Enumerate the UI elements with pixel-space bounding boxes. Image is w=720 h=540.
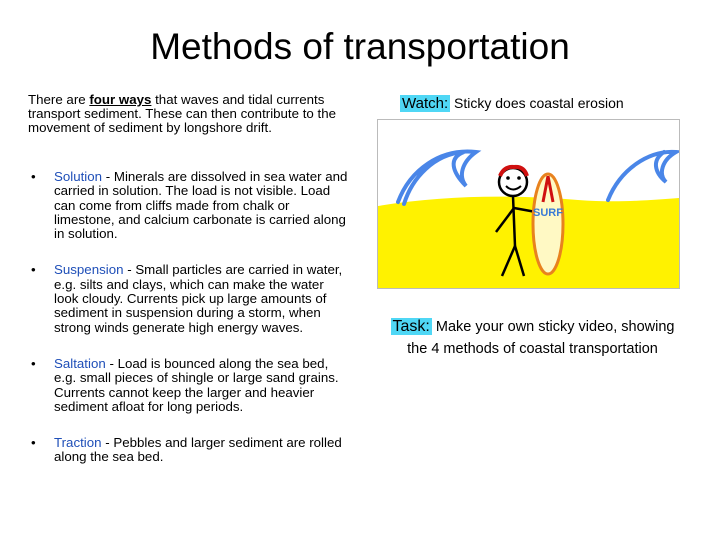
method-term-solution: Solution [54, 169, 103, 184]
method-description: - Pebbles and larger sediment are rolled along the sea bed. [54, 435, 342, 465]
bullet-icon: • [31, 435, 36, 451]
list-item [28, 436, 348, 465]
video-thumbnail[interactable] [378, 120, 679, 288]
task-paragraph [390, 316, 675, 360]
methods-list [28, 170, 348, 465]
list-item [28, 170, 348, 241]
list-item [28, 263, 348, 334]
slide-title: Methods of transportation [150, 26, 570, 67]
method-term-suspension: Suspension [54, 262, 124, 278]
method-description: - Load is bounced along the sea bed, e.g. small pieces of shingle or large sand grains. Currents cannot keep the larger and heavier sediment afloat for long periods. [54, 355, 339, 414]
method-description: - Minerals are dissolved in sea water and carried in solution. The load is not visible. Load can come from cliffs made from chalk or limestone, and calcium carbonate is carried along in solution. [54, 169, 348, 242]
beach-illustration [378, 120, 679, 288]
method-term-saltation: Saltation [54, 355, 106, 371]
watch-line [400, 93, 700, 114]
surfboard-icon [533, 174, 563, 274]
intro-text-after: that waves and tidal currents transport sediment. These can then contribute to the movement of sediment by longshore drift. [28, 92, 336, 135]
stick-figure-eye [506, 176, 510, 180]
bullet-icon: • [31, 355, 36, 371]
watch-label: Watch: [402, 95, 449, 112]
task-text: Make your own sticky video, showing the 4 methods of coastal transportation [407, 319, 675, 357]
intro-emphasis: four ways [89, 92, 152, 107]
surfboard-text: SURF [533, 207, 563, 219]
intro-text-before: There are [28, 92, 90, 107]
stick-figure-eye [517, 176, 521, 180]
bullet-icon: • [31, 169, 36, 184]
list-item [28, 357, 348, 414]
method-description: - Small particles are carried in water, e.g. silts and clays, which can make the water look cloudy. Currents pick up large amounts of sediment in suspension during a storm, when strong winds generate high energy waves. [54, 262, 343, 335]
watch-text: Sticky does coastal erosion [450, 95, 624, 111]
intro-paragraph [28, 93, 348, 135]
method-term-traction: Traction [54, 435, 102, 451]
task-label: Task: [392, 318, 430, 335]
bullet-icon: • [31, 262, 36, 278]
